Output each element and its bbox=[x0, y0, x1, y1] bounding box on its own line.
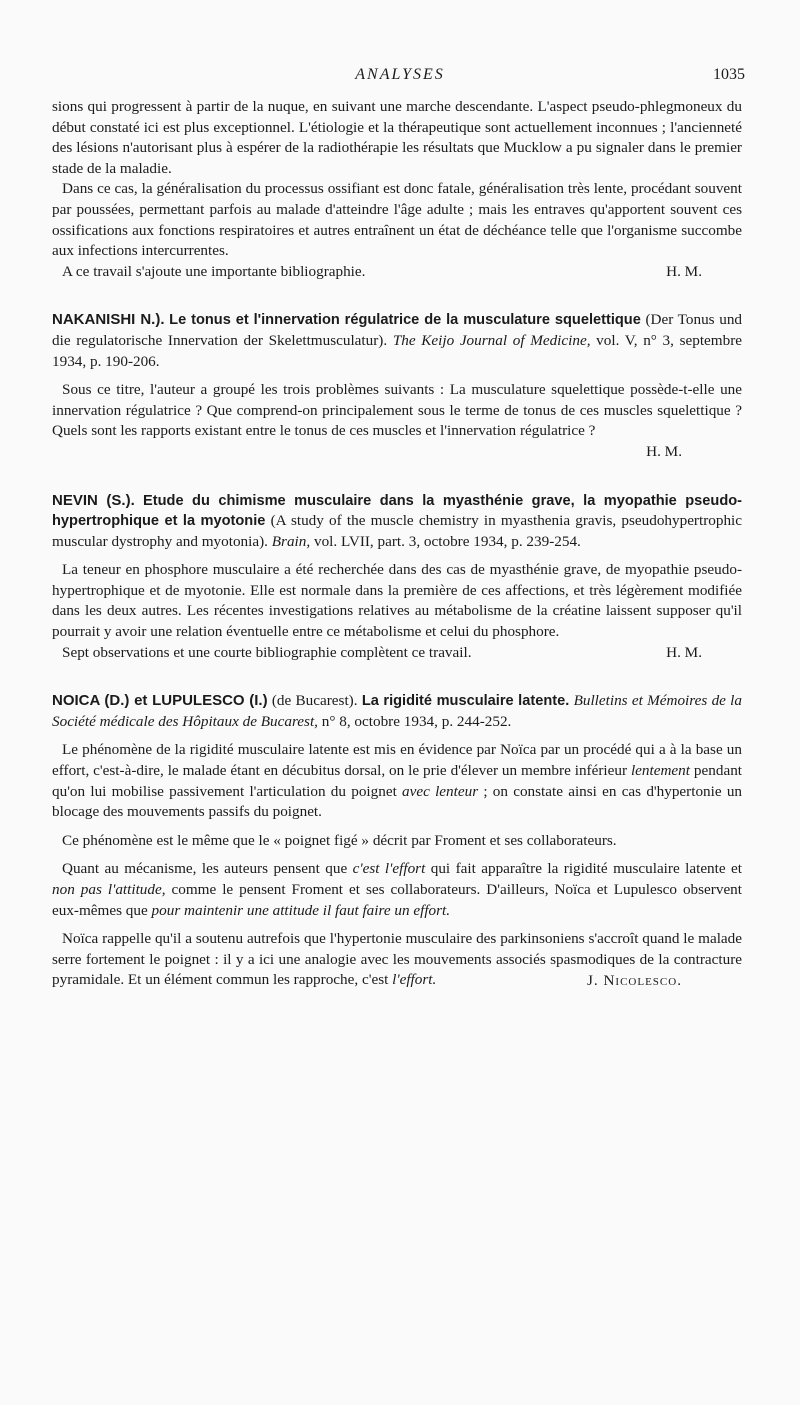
text-run: Noïca rappelle qu'il a soutenu autrefois que l'hypertonie musculaire des parkinsoniens s'accroît quand le malade serre fortement le poignet : il y a ici une analogie avec les mouvements associés spasmodiques de la contracture pyramidale. Et un élément commun les rapproche, c'est bbox=[52, 930, 742, 989]
intro-signature: H. M. bbox=[666, 262, 702, 280]
page-header bbox=[0, 64, 800, 90]
intro-paragraph-3: A ce travail s'ajoute une importante bibliographie. bbox=[62, 262, 366, 280]
entry-paragraph-1 bbox=[52, 740, 742, 822]
entry-heading bbox=[52, 310, 742, 372]
entry-paragraph-2: Ce phénomène est le même que le « poignet figé » décrit par Froment et ses collaborateurs. bbox=[62, 831, 617, 849]
text-run: comme le pensent Froment et ses collaborateurs. D'ailleurs, Noïca et Lupulesco observent eux-mêmes que bbox=[52, 881, 742, 919]
entry-place: (de Bucarest). bbox=[267, 692, 362, 710]
review-entry-noica bbox=[52, 691, 742, 991]
entry-closing-line bbox=[52, 643, 742, 664]
entry-title: Le tonus et l'innervation régulatrice de la musculature squelettique bbox=[169, 312, 641, 329]
entry-journal: Bulletins et Mémoires de la Société médicale des Hôpitaux de Bucarest, bbox=[52, 692, 742, 730]
italic-run: lentement bbox=[630, 762, 690, 780]
entry-reference: n° 8, octobre 1934, p. 244-252. bbox=[317, 712, 512, 730]
entry-reference: vol. V, n° 3, septembre 1934, p. 190-206. bbox=[52, 331, 743, 370]
entry-heading bbox=[52, 491, 742, 553]
italic-run: c'est l'effort bbox=[352, 860, 426, 878]
italic-run: avec lenteur bbox=[402, 782, 479, 800]
entry-paragraph: Sous ce titre, l'auteur a groupé les trois problèmes suivants : La musculature squelettique possède-t-elle une innervation régulatrice ? Que comprend-on principalement sous le terme de tonus de ces muscles squelettique ? Quels sont les rapports existant entre le tonus de ces muscles et l'innervation régulatrice ? bbox=[52, 381, 742, 440]
entry-paragraph-closing: Sept observations et une courte bibliographie complètent ce travail. bbox=[62, 643, 472, 661]
entry-original-title: (Der Tonus und die regulatorische Innervation der Skelettmusculatur). bbox=[52, 311, 743, 349]
entry-journal: The Keijo Journal of Medicine, bbox=[392, 331, 591, 349]
italic-run: l'effort. bbox=[392, 971, 437, 989]
entry-author: NEVIN (S.). bbox=[52, 491, 135, 509]
entry-title: Etude du chimisme musculaire dans la myasthénie grave, la myopathie pseudo-hypertrophique et la myotonie bbox=[52, 492, 743, 530]
running-title: ANALYSES bbox=[355, 66, 445, 83]
intro-paragraph-2: Dans ce cas, la généralisation du processus ossifiant est donc fatale, généralisation très lente, procédant souvent par poussées, permettant parfois au malade d'atteindre l'âge adulte ; mais les entraves qu'apportent souvent ces ossifications aux fonctions respiratoires et autres entraînent un état de déchéance telle que l'organisme succombe aux infections intercurrentes. bbox=[52, 180, 742, 260]
text-run: ; on constate ainsi en cas d'hypertonie un blocage des mouvements passifs du poignet. bbox=[52, 782, 743, 821]
entry-signature: J. Nicolesco. bbox=[586, 971, 682, 989]
entry-heading bbox=[52, 691, 742, 732]
entry-paragraph-3 bbox=[52, 859, 742, 921]
entry-original-title: (A study of the muscle chemistry in myasthenia gravis, pseudohypertrophic muscular dystrophy and myotonia). bbox=[52, 512, 743, 550]
text-run: Le phénomène de la rigidité musculaire latente est mis en évidence par Noïca par un procédé qui a à la base un effort, c'est-à-dire, le malade étant en décubitus dorsal, on le prie d'élever un membre inférieur bbox=[52, 741, 742, 780]
text-run: pendant qu'on lui mobilise passivement l'articulation du poignet bbox=[52, 762, 743, 800]
entry-reference: vol. LVII, part. 3, octobre 1934, p. 239-254. bbox=[310, 532, 581, 550]
entry-signature: H. M. bbox=[666, 643, 702, 661]
entry-title: La rigidité musculaire latente. bbox=[361, 693, 570, 710]
entry-paragraph: La teneur en phosphore musculaire a été recherchée dans des cas de myasthénie grave, de myopathie pseudo-hypertrophique et de myotonie. Elle est normale dans la première de ces affections, et très légèrement modifiée dans les deux autres. Les récentes investigations relatives au métabolisme de la créatine laissent supposer qu'il pourrait y avoir une relation éventuelle entre ce métabolisme et celui du phosphore. bbox=[52, 561, 742, 641]
entry-author: NAKANISHI N.). bbox=[52, 311, 165, 329]
text-run: qui fait apparaître la rigidité musculaire latente et bbox=[425, 860, 742, 878]
intro-closing-line bbox=[52, 262, 742, 283]
entry-journal: Brain, bbox=[271, 532, 311, 550]
italic-run: pour maintenir une attitude il faut faire un effort. bbox=[151, 901, 451, 919]
page-number: 1035 bbox=[713, 66, 745, 83]
review-entry-nevin bbox=[52, 491, 742, 664]
page-body bbox=[52, 97, 742, 992]
italic-run: non pas l'attitude, bbox=[52, 881, 166, 898]
review-entry-nakanishi bbox=[52, 310, 742, 462]
entry-author: NOICA (D.) et LUPULESCO (I.) bbox=[52, 692, 268, 710]
text-run: Quant au mécanisme, les auteurs pensent que bbox=[62, 860, 353, 878]
entry-signature: H. M. bbox=[646, 442, 682, 460]
intro-paragraph-1: sions qui progressent à partir de la nuque, en suivant une marche descendante. L'aspect pseudo-phlegmoneux du début constaté ici est plus exceptionnel. L'étiologie et la thérapeutique sont actuellement inconnues ; l'ancienneté des lésions n'autorisant plus à espérer de la radiothérapie les résultats que Mucklow a pu signaler dans le premier stade de la maladie. bbox=[52, 98, 742, 177]
